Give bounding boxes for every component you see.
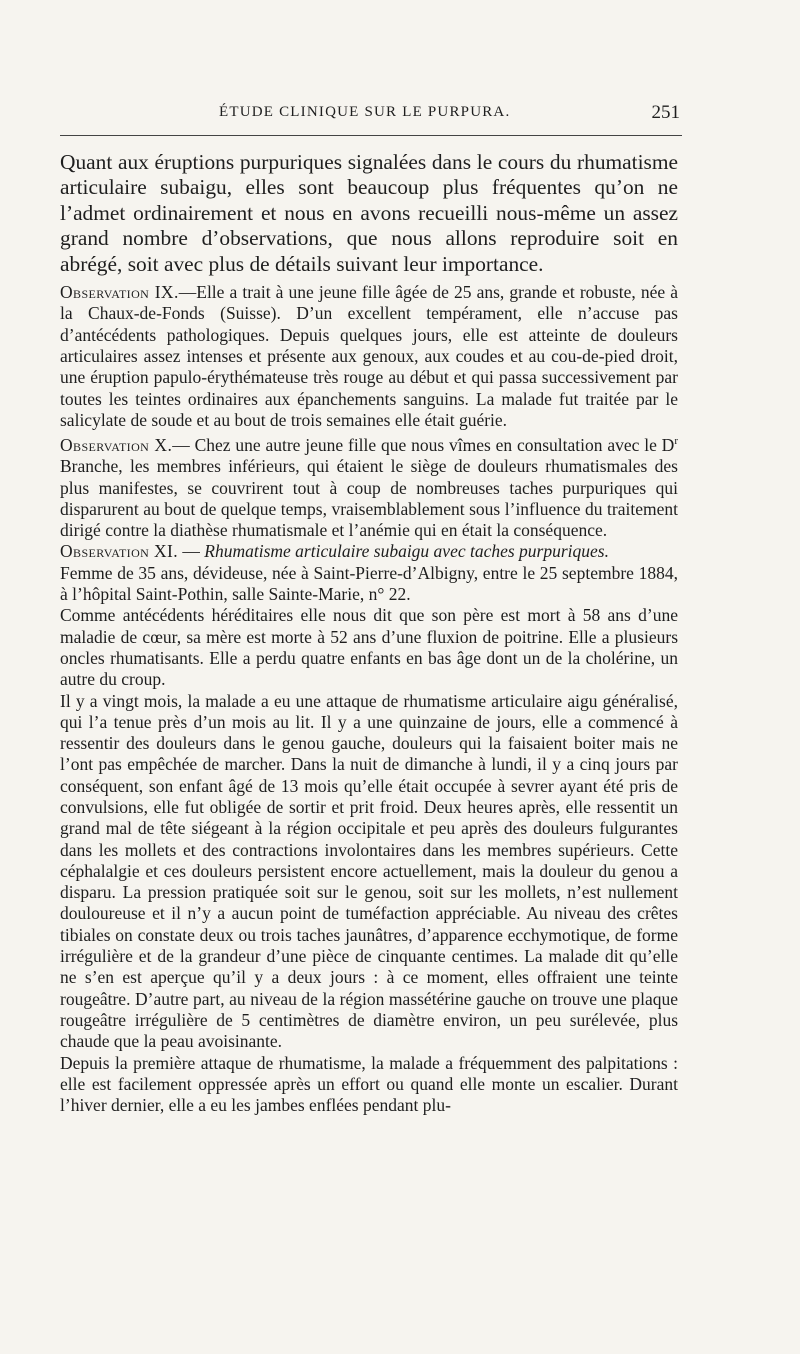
observation-11-paragraph: Femme de 35 ans, dévideuse, née à Saint-Pierre-d’Albigny, entre le 25 septembre 1884, à l’hôpital Saint-Pothin, salle Sainte-Marie, n° 22. <box>60 562 678 605</box>
observation-text: Branche, les membres inférieurs, qui étaient le siège de douleurs rhumatismales des plus manifestes, se couvrirent tout à coup de nombreuses taches purpuriques qui disparurent au bout de quelque temps, vraisemblablement sous l’influence du traitement dirigé contre la diathèse rhumatismale et l’anémie qui en était la conséquence. <box>60 456 678 541</box>
observation-11-paragraph: Depuis la première attaque de rhumatisme, la malade a fréquemment des palpitations : elle est facilement oppressée après un effort ou quand elle monte un escalier. Durant l’hiver dernier, elle a eu les jambes enflées pendant plu- <box>60 1052 678 1116</box>
page-header <box>64 104 680 128</box>
superscript: r <box>674 435 678 448</box>
observation-heading: Observation X. <box>60 434 173 455</box>
observation-heading: Observation XI. <box>60 541 179 562</box>
observation-title: Rhumatisme articulaire subaigu avec taches purpuriques. <box>204 541 609 562</box>
observation-10 <box>60 431 678 541</box>
page-body <box>60 150 678 1116</box>
observation-9 <box>60 282 678 431</box>
intro-paragraph: Quant aux éruptions purpuriques signalées dans le cours du rhumatisme articulaire subaigu, elles sont beaucoup plus fréquentes qu’on ne l’admet ordinairement et nous en avons recueilli nous-même un assez grand nombre d’observations, que nous allons reproduire soit en abrégé, soit avec plus de détails suivant leur importance. <box>60 150 678 276</box>
page-number: 251 <box>651 102 680 123</box>
observation-11-paragraph: Comme antécédents héréditaires elle nous dit que son père est mort à 58 ans d’une maladie de cœur, sa mère est morte à 52 ans d’une fluxion de poitrine. Elle a plusieurs oncles rhumatisants. Elle a perdu quatre enfants en bas âge dont un de la cholérine, un autre du croup. <box>60 605 678 690</box>
observation-11-paragraph: Il y a vingt mois, la malade a eu une attaque de rhumatisme articulaire aigu généralisé, qui l’a tenue près d’un mois au lit. Il y a une quinzaine de jours, elle a commencé à ressentir des douleurs dans le genou gauche, douleurs qui la faisaient boiter mais ne l’ont pas empêchée de marcher. Dans la nuit de dimanche à lundi, il y a cinq jours par conséquent, son enfant âgé de 13 mois qu’elle était occupée à sevrer ayant été pris de convulsions, elle fut obligée de sortir et prit froid. Deux heures après, elle ressentit un grand mal de tête siégeant à la région occipitale et peu après des douleurs fulgurantes dans les mollets et des contractions involontaires dans les membres supérieurs. Cette céphalalgie et ces douleurs persistent encore actuellement, mais la douleur du genou a disparu. La pression pratiquée soit sur le genou, soit sur les mollets, n’est nullement douloureuse et il n’y a aucun point de tuméfaction appréciable. Au niveau des crêtes tibiales on constate deux ou trois taches jaunâtres, d’apparence ecchymotique, de forme irrégulière et de la grandeur d’une pièce de cinquante centimes. La malade dit qu’elle ne s’en est aperçue qu’il y a deux jours : à ce moment, elles offraient une teinte rougeâtre. D’autre part, au niveau de la région massétérine gauche on trouve une plaque rougeâtre irrégulière de 5 centimètres de diamètre environ, un peu surélevée, plus chaude que la peau avoisinante. <box>60 690 678 1052</box>
header-rule <box>60 135 682 136</box>
observation-text: — Chez une autre jeune fille que nous vîmes en consultation avec le D <box>172 434 675 455</box>
running-title: ÉTUDE CLINIQUE SUR LE PURPURA. <box>219 104 511 120</box>
observation-11-heading-line <box>60 541 678 562</box>
dash: — <box>178 541 205 562</box>
observation-text: —Elle a trait à une jeune fille âgée de 25 ans, grande et robuste, née à la Chaux-de-Fonds (Suisse). D’un excellent tempérament, elle n’accuse pas d’antécédents pathologiques. Depuis quelques jours, elle est atteinte de douleurs articulaires assez intenses et présente aux genoux, aux coudes et au cou-de-pied droit, une éruption papulo-érythémateuse très rouge au début et qui passa successivement par toutes les teintes ordinaires aux épanchements sanguins. La malade fut traitée par le salicylate de soude et au bout de trois semaines elle était guérie. <box>60 282 678 430</box>
observation-heading: Observation IX. <box>60 282 179 303</box>
